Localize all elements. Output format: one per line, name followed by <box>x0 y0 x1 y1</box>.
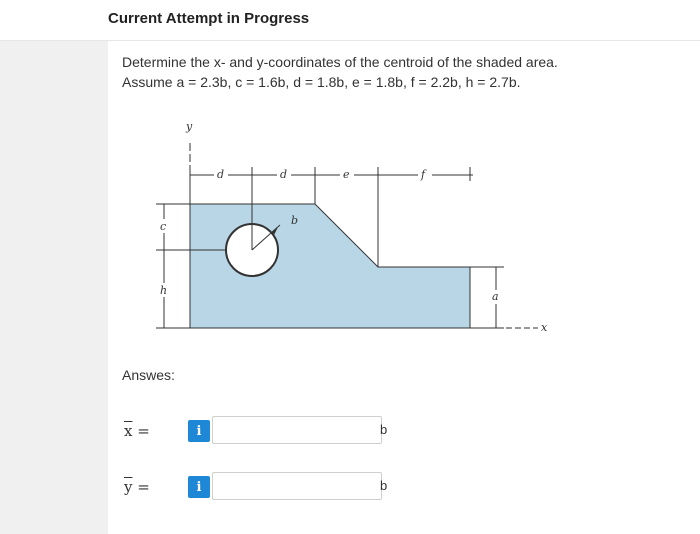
y-bar-info-button[interactable]: i <box>188 476 210 498</box>
dim-label-a: a <box>492 290 499 303</box>
dim-label-c: c <box>160 220 167 233</box>
answers-heading: Answes: <box>122 367 175 383</box>
answer-row-y <box>108 470 700 504</box>
dim-label-f: f <box>421 168 426 181</box>
x-bar-equals: = <box>137 422 150 440</box>
x-bar-unit: b <box>380 422 388 437</box>
question-card <box>108 41 700 534</box>
problem-figure <box>128 121 578 346</box>
top-header <box>0 0 700 41</box>
y-bar-input[interactable] <box>212 472 382 500</box>
y-bar-symbol: $\overline{y}$ <box>124 478 133 496</box>
dim-label-b: b <box>291 214 299 227</box>
y-bar-label <box>124 478 150 496</box>
y-bar-unit: b <box>380 478 388 493</box>
dim-label-d2: d <box>280 168 288 181</box>
y-bar-equals: = <box>137 478 150 496</box>
x-bar-input[interactable] <box>212 416 382 444</box>
dim-label-d1: d <box>217 168 225 181</box>
question-line-1: Determine the x- and y-coordinates of the centroid of the shaded area. <box>122 54 558 70</box>
question-line-2: Assume a = 2.3b, c = 1.6b, d = 1.8b, e = 1.8b, f = 2.2b, h = 2.7b. <box>122 74 521 90</box>
x-bar-label <box>124 422 150 440</box>
dim-label-h: h <box>160 284 168 297</box>
dim-label-e: e <box>343 168 350 181</box>
x-axis-label: x <box>541 321 548 334</box>
attempt-status-title: Current Attempt in Progress <box>108 10 310 27</box>
answer-row-x <box>108 414 700 448</box>
y-axis-label: y <box>186 121 193 133</box>
x-bar-symbol: $\overline{x}$ <box>124 422 133 440</box>
x-bar-info-button[interactable]: i <box>188 420 210 442</box>
question-text <box>122 52 682 92</box>
